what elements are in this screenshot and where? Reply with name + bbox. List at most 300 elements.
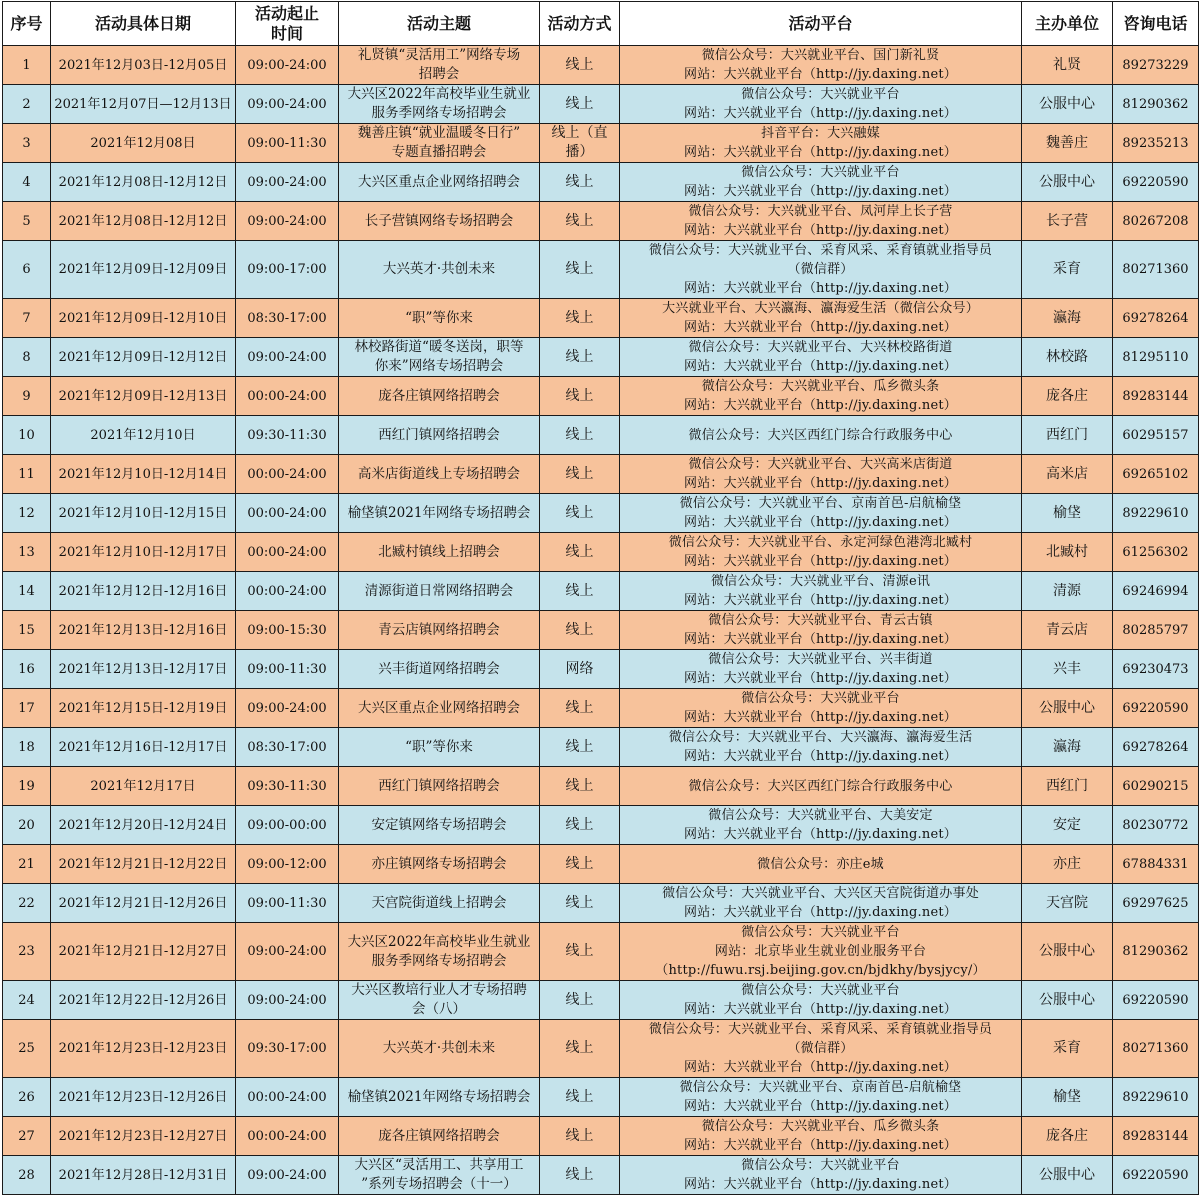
row-organizer-cell: 采育 bbox=[1022, 1020, 1113, 1078]
row-platform-line: 微信公众号：大兴就业平台、大兴高米店街道 bbox=[688, 457, 953, 472]
table-row bbox=[3, 241, 1199, 299]
row-topic-cell bbox=[339, 1020, 540, 1078]
row-date-cell: 2021年12月20日-12月24日 bbox=[51, 806, 236, 845]
row-phone-cell: 69220590 bbox=[1113, 163, 1199, 202]
row-platform-line: 微信公众号：大兴就业平台 bbox=[741, 87, 900, 102]
row-index-cell: 3 bbox=[3, 124, 51, 163]
row-mode-line: 线上 bbox=[565, 1088, 594, 1105]
row-mode-cell bbox=[540, 689, 620, 728]
header-phone: 咨询电话 bbox=[1113, 2, 1199, 46]
row-date-cell: 2021年12月09日-12月13日 bbox=[51, 377, 236, 416]
row-topic-cell bbox=[339, 533, 540, 572]
row-index-cell: 19 bbox=[3, 767, 51, 806]
row-time-cell: 09:30-17:00 bbox=[236, 1020, 339, 1078]
row-index-cell: 1 bbox=[3, 46, 51, 85]
row-platform-line: 网站：大兴就业平台（http://jy.daxing.net） bbox=[684, 223, 957, 238]
row-mode-line: 网络 bbox=[565, 660, 594, 677]
row-phone-cell: 69278264 bbox=[1113, 299, 1199, 338]
row-date-cell: 2021年12月09日-12月12日 bbox=[51, 338, 236, 377]
row-organizer-cell: 青云店 bbox=[1022, 611, 1113, 650]
row-index-cell: 6 bbox=[3, 241, 51, 299]
row-time-cell: 09:00-24:00 bbox=[236, 1156, 339, 1195]
row-platform-line: 微信公众号：大兴就业平台 bbox=[741, 691, 900, 706]
row-mode-line: 线上 bbox=[565, 173, 594, 190]
row-index-cell: 28 bbox=[3, 1156, 51, 1195]
row-platform-line: 微信公众号：大兴就业平台、青云古镇 bbox=[708, 613, 933, 628]
row-topic-line: 大兴区教培行业人才专场招聘 bbox=[351, 982, 527, 998]
table-row bbox=[3, 1020, 1199, 1078]
row-platform-cell bbox=[620, 124, 1022, 163]
row-organizer-cell: 西红门 bbox=[1022, 416, 1113, 455]
table-row bbox=[3, 455, 1199, 494]
row-mode-cell bbox=[540, 416, 620, 455]
table-row bbox=[3, 806, 1199, 845]
row-phone-cell: 80285797 bbox=[1113, 611, 1199, 650]
header-row bbox=[3, 2, 1199, 46]
row-mode-cell bbox=[540, 533, 620, 572]
row-topic-cell bbox=[339, 884, 540, 923]
row-topic-cell bbox=[339, 981, 540, 1020]
row-mode-cell bbox=[540, 494, 620, 533]
row-platform-line: 微信公众号：大兴就业平台、永定河绿色港湾北臧村 bbox=[668, 535, 973, 550]
row-time-cell: 08:30-17:00 bbox=[236, 299, 339, 338]
row-date-cell: 2021年12月16日-12月17日 bbox=[51, 728, 236, 767]
row-topic-line: 服务季网络专场招聘会 bbox=[371, 105, 507, 121]
row-platform-cell bbox=[620, 728, 1022, 767]
row-date-cell: 2021年12月12日-12月16日 bbox=[51, 572, 236, 611]
row-platform-cell bbox=[620, 494, 1022, 533]
row-phone-cell: 89273229 bbox=[1113, 46, 1199, 85]
row-index-cell: 13 bbox=[3, 533, 51, 572]
header-time: 活动起止 时间 bbox=[236, 2, 339, 46]
row-topic-line: 西红门镇网络招聘会 bbox=[378, 426, 500, 443]
row-organizer-cell: 榆垡 bbox=[1022, 494, 1113, 533]
row-time-cell: 09:00-24:00 bbox=[236, 689, 339, 728]
row-platform-line: （http://fuwu.rsj.beijing.gov.cn/bjdkhy/bysjycy/） bbox=[655, 963, 986, 978]
row-topic-cell bbox=[339, 1078, 540, 1117]
header-date: 活动具体日期 bbox=[51, 2, 236, 46]
table-row bbox=[3, 923, 1199, 981]
row-time-cell: 09:00-24:00 bbox=[236, 923, 339, 981]
row-time-cell: 09:00-11:30 bbox=[236, 650, 339, 689]
row-date-cell: 2021年12月21日-12月27日 bbox=[51, 923, 236, 981]
row-mode-line: 线上 bbox=[565, 1127, 594, 1144]
row-topic-cell bbox=[339, 728, 540, 767]
table-row bbox=[3, 611, 1199, 650]
row-mode-line: 线上 bbox=[565, 261, 594, 277]
row-time-cell: 00:00-24:00 bbox=[236, 455, 339, 494]
row-mode-cell bbox=[540, 884, 620, 923]
row-topic-line: 庞各庄镇网络招聘会 bbox=[378, 387, 500, 404]
row-date-cell: 2021年12月28日-12月31日 bbox=[51, 1156, 236, 1195]
row-platform-line: 微信公众号：大兴就业平台、采育风采、采育镇就业指导员 bbox=[648, 243, 993, 258]
row-topic-cell bbox=[339, 806, 540, 845]
row-phone-cell: 60295157 bbox=[1113, 416, 1199, 455]
row-organizer-cell: 安定 bbox=[1022, 806, 1113, 845]
row-phone-cell: 69220590 bbox=[1113, 981, 1199, 1020]
row-mode-cell bbox=[540, 845, 620, 884]
row-mode-line: 线上 bbox=[565, 816, 594, 833]
row-platform-cell bbox=[620, 767, 1022, 806]
row-platform-line: 网站：大兴就业平台（http://jy.daxing.net） bbox=[684, 1099, 957, 1114]
row-topic-cell bbox=[339, 923, 540, 981]
row-phone-cell: 69220590 bbox=[1113, 1156, 1199, 1195]
row-platform-line: 微信公众号：大兴就业平台、大美安定 bbox=[708, 808, 933, 823]
row-platform-cell bbox=[620, 377, 1022, 416]
row-topic-cell bbox=[339, 767, 540, 806]
row-mode-line: 线上（直 bbox=[551, 125, 608, 141]
table-body bbox=[3, 46, 1199, 1195]
row-organizer-cell: 榆垡 bbox=[1022, 1078, 1113, 1117]
row-time-cell: 00:00-24:00 bbox=[236, 377, 339, 416]
row-mode-cell bbox=[540, 455, 620, 494]
row-index-cell: 20 bbox=[3, 806, 51, 845]
row-phone-cell: 69297625 bbox=[1113, 884, 1199, 923]
row-platform-line: 网站：大兴就业平台（http://jy.daxing.net） bbox=[684, 476, 957, 491]
row-platform-cell bbox=[620, 572, 1022, 611]
row-time-cell: 09:00-24:00 bbox=[236, 85, 339, 124]
row-time-cell: 09:30-11:30 bbox=[236, 767, 339, 806]
row-time-cell: 00:00-24:00 bbox=[236, 494, 339, 533]
row-platform-line: 网站：大兴就业平台（http://jy.daxing.net） bbox=[684, 710, 957, 725]
row-time-cell: 09:00-00:00 bbox=[236, 806, 339, 845]
row-topic-line: 大兴区重点企业网络招聘会 bbox=[358, 699, 520, 716]
row-organizer-cell: 公服中心 bbox=[1022, 689, 1113, 728]
row-mode-cell bbox=[540, 377, 620, 416]
row-organizer-cell: 西红门 bbox=[1022, 767, 1113, 806]
row-topic-line: 青云店镇网络招聘会 bbox=[378, 621, 500, 638]
row-date-cell: 2021年12月15日-12月19日 bbox=[51, 689, 236, 728]
table-row bbox=[3, 85, 1199, 124]
row-time-cell: 09:00-11:30 bbox=[236, 884, 339, 923]
row-topic-line: 榆垡镇2021年网络专场招聘会 bbox=[347, 504, 531, 521]
row-platform-cell bbox=[620, 455, 1022, 494]
table-row bbox=[3, 728, 1199, 767]
row-phone-cell: 80230772 bbox=[1113, 806, 1199, 845]
row-topic-cell bbox=[339, 46, 540, 85]
row-date-cell: 2021年12月22日-12月26日 bbox=[51, 981, 236, 1020]
row-platform-line: 网站：大兴就业平台（http://jy.daxing.net） bbox=[684, 905, 957, 920]
row-platform-cell bbox=[620, 85, 1022, 124]
row-topic-line: ”系列专场招聘会（十一） bbox=[361, 1176, 517, 1192]
row-topic-line: 清源街道日常网络招聘会 bbox=[364, 582, 514, 599]
row-index-cell: 21 bbox=[3, 845, 51, 884]
row-time-cell: 09:00-15:30 bbox=[236, 611, 339, 650]
row-organizer-cell: 北臧村 bbox=[1022, 533, 1113, 572]
row-phone-cell: 80271360 bbox=[1113, 1020, 1199, 1078]
row-mode-cell bbox=[540, 241, 620, 299]
row-date-cell: 2021年12月10日-12月14日 bbox=[51, 455, 236, 494]
row-topic-line: 大兴英才·共创未来 bbox=[382, 261, 496, 277]
row-platform-cell bbox=[620, 845, 1022, 884]
row-organizer-cell: 庞各庄 bbox=[1022, 1117, 1113, 1156]
row-topic-line: “职”等你来 bbox=[405, 738, 473, 755]
row-topic-cell bbox=[339, 845, 540, 884]
row-phone-cell: 69265102 bbox=[1113, 455, 1199, 494]
row-date-cell: 2021年12月23日-12月23日 bbox=[51, 1020, 236, 1078]
row-platform-line: 网站：大兴就业平台（http://jy.daxing.net） bbox=[684, 749, 957, 764]
row-mode-line: 线上 bbox=[565, 465, 594, 482]
row-platform-line: 微信公众号：大兴就业平台、清源e讯 bbox=[710, 574, 931, 589]
row-platform-cell bbox=[620, 533, 1022, 572]
row-platform-line: 网站：大兴就业平台（http://jy.daxing.net） bbox=[684, 1138, 957, 1153]
row-index-cell: 18 bbox=[3, 728, 51, 767]
row-organizer-cell: 公服中心 bbox=[1022, 1156, 1113, 1195]
row-platform-cell bbox=[620, 806, 1022, 845]
row-mode-line: 线上 bbox=[565, 894, 594, 911]
row-topic-line: 西红门镇网络招聘会 bbox=[378, 777, 500, 794]
row-mode-cell bbox=[540, 1117, 620, 1156]
row-mode-line: 线上 bbox=[565, 855, 594, 872]
row-mode-cell bbox=[540, 767, 620, 806]
row-platform-line: 微信公众号：大兴就业平台、大兴林校路街道 bbox=[688, 340, 953, 355]
row-time-cell: 09:00-12:00 bbox=[236, 845, 339, 884]
table-row bbox=[3, 981, 1199, 1020]
row-topic-cell bbox=[339, 1117, 540, 1156]
table-row bbox=[3, 202, 1199, 241]
row-index-cell: 11 bbox=[3, 455, 51, 494]
row-index-cell: 17 bbox=[3, 689, 51, 728]
row-phone-cell: 80271360 bbox=[1113, 241, 1199, 299]
row-mode-cell bbox=[540, 202, 620, 241]
row-mode-line: 线上 bbox=[565, 95, 594, 112]
table-row bbox=[3, 124, 1199, 163]
row-topic-cell bbox=[339, 85, 540, 124]
row-mode-line: 线上 bbox=[565, 777, 594, 794]
row-mode-line: 播） bbox=[565, 144, 594, 160]
row-platform-line: 微信公众号：大兴就业平台、大兴瀛海、瀛海爱生活 bbox=[668, 730, 973, 745]
row-platform-line: （微信群） bbox=[787, 1041, 854, 1056]
row-platform-cell bbox=[620, 981, 1022, 1020]
row-index-cell: 24 bbox=[3, 981, 51, 1020]
row-time-cell: 09:00-24:00 bbox=[236, 46, 339, 85]
row-mode-line: 线上 bbox=[565, 621, 594, 638]
row-platform-line: 抖音平台：大兴融媒 bbox=[761, 126, 880, 141]
table-row bbox=[3, 1078, 1199, 1117]
row-platform-cell bbox=[620, 416, 1022, 455]
row-platform-line: 网站：大兴就业平台（http://jy.daxing.net） bbox=[684, 184, 957, 199]
row-platform-line: 网站：大兴就业平台（http://jy.daxing.net） bbox=[684, 359, 957, 374]
row-topic-line: 安定镇网络专场招聘会 bbox=[371, 816, 507, 833]
row-phone-cell: 60290215 bbox=[1113, 767, 1199, 806]
row-index-cell: 22 bbox=[3, 884, 51, 923]
row-phone-cell: 89229610 bbox=[1113, 494, 1199, 533]
row-platform-line: 微信公众号：大兴区西红门综合行政服务中心 bbox=[688, 427, 953, 443]
row-platform-cell bbox=[620, 689, 1022, 728]
row-phone-cell: 67884331 bbox=[1113, 845, 1199, 884]
row-organizer-cell: 高米店 bbox=[1022, 455, 1113, 494]
table-row bbox=[3, 650, 1199, 689]
row-mode-line: 线上 bbox=[565, 504, 594, 521]
header-organizer: 主办单位 bbox=[1022, 2, 1113, 46]
row-platform-line: 网站：大兴就业平台（http://jy.daxing.net） bbox=[684, 1002, 957, 1017]
row-index-cell: 27 bbox=[3, 1117, 51, 1156]
table-row bbox=[3, 377, 1199, 416]
table-row bbox=[3, 46, 1199, 85]
row-index-cell: 5 bbox=[3, 202, 51, 241]
row-date-cell: 2021年12月07日—12月13日 bbox=[51, 85, 236, 124]
row-index-cell: 9 bbox=[3, 377, 51, 416]
row-mode-cell bbox=[540, 338, 620, 377]
row-mode-line: 线上 bbox=[565, 1040, 594, 1056]
row-organizer-cell: 亦庄 bbox=[1022, 845, 1113, 884]
row-platform-line: 网站：大兴就业平台（http://jy.daxing.net） bbox=[684, 515, 957, 530]
row-date-cell: 2021年12月13日-12月16日 bbox=[51, 611, 236, 650]
row-platform-cell bbox=[620, 163, 1022, 202]
table-row bbox=[3, 884, 1199, 923]
row-platform-cell bbox=[620, 46, 1022, 85]
row-topic-line: 大兴英才·共创未来 bbox=[382, 1040, 496, 1056]
row-organizer-cell: 公服中心 bbox=[1022, 981, 1113, 1020]
row-platform-line: 网站：大兴就业平台（http://jy.daxing.net） bbox=[684, 145, 957, 160]
row-topic-line: 礼贤镇“灵活用工”网络专场 bbox=[357, 47, 521, 63]
row-mode-cell bbox=[540, 611, 620, 650]
row-organizer-cell: 瀛海 bbox=[1022, 728, 1113, 767]
row-organizer-cell: 公服中心 bbox=[1022, 85, 1113, 124]
row-index-cell: 12 bbox=[3, 494, 51, 533]
row-organizer-cell: 长子营 bbox=[1022, 202, 1113, 241]
row-date-cell: 2021年12月17日 bbox=[51, 767, 236, 806]
row-mode-line: 线上 bbox=[565, 1166, 594, 1183]
row-index-cell: 4 bbox=[3, 163, 51, 202]
row-mode-cell bbox=[540, 806, 620, 845]
row-platform-line: 网站：北京毕业生就业创业服务平台 bbox=[714, 944, 927, 959]
row-platform-cell bbox=[620, 1020, 1022, 1078]
row-phone-cell: 89229610 bbox=[1113, 1078, 1199, 1117]
row-topic-line: 魏善庄镇“就业温暖冬日行” bbox=[357, 125, 521, 141]
row-mode-cell bbox=[540, 1156, 620, 1195]
row-date-cell: 2021年12月09日-12月10日 bbox=[51, 299, 236, 338]
row-time-cell: 00:00-24:00 bbox=[236, 1078, 339, 1117]
row-topic-line: 专题直播招聘会 bbox=[391, 144, 487, 160]
row-topic-line: 大兴区2022年高校毕业生就业 bbox=[347, 86, 531, 102]
row-index-cell: 2 bbox=[3, 85, 51, 124]
row-platform-cell bbox=[620, 338, 1022, 377]
row-mode-cell bbox=[540, 1078, 620, 1117]
row-topic-cell bbox=[339, 689, 540, 728]
row-topic-line: 亦庄镇网络专场招聘会 bbox=[371, 855, 507, 872]
row-time-cell: 09:00-17:00 bbox=[236, 241, 339, 299]
row-topic-line: 大兴区2022年高校毕业生就业 bbox=[347, 933, 531, 950]
header-index: 序号 bbox=[3, 2, 51, 46]
row-mode-line: 线上 bbox=[565, 699, 594, 716]
row-platform-line: 微信公众号：大兴就业平台、京南首邑-启航榆垡 bbox=[679, 1080, 962, 1095]
row-topic-line: 高米店街道线上专场招聘会 bbox=[358, 465, 520, 482]
row-mode-line: 线上 bbox=[565, 543, 594, 560]
row-mode-line: 线上 bbox=[565, 582, 594, 599]
row-organizer-cell: 采育 bbox=[1022, 241, 1113, 299]
row-platform-line: 微信公众号：大兴就业平台 bbox=[741, 1158, 900, 1173]
row-platform-cell bbox=[620, 611, 1022, 650]
row-mode-cell bbox=[540, 650, 620, 689]
row-platform-line: 微信公众号：大兴就业平台 bbox=[741, 165, 900, 180]
row-time-cell: 00:00-24:00 bbox=[236, 533, 339, 572]
row-time-cell: 09:00-24:00 bbox=[236, 163, 339, 202]
table-row bbox=[3, 1117, 1199, 1156]
row-mode-cell bbox=[540, 124, 620, 163]
row-time-cell: 09:00-24:00 bbox=[236, 338, 339, 377]
header-topic: 活动主题 bbox=[339, 2, 540, 46]
row-topic-cell bbox=[339, 241, 540, 299]
row-index-cell: 8 bbox=[3, 338, 51, 377]
row-platform-line: 网站：大兴就业平台（http://jy.daxing.net） bbox=[684, 67, 957, 82]
row-date-cell: 2021年12月10日 bbox=[51, 416, 236, 455]
row-date-cell: 2021年12月03日-12月05日 bbox=[51, 46, 236, 85]
header-mode: 活动方式 bbox=[540, 2, 620, 46]
row-date-cell: 2021年12月09日-12月09日 bbox=[51, 241, 236, 299]
row-mode-line: 线上 bbox=[565, 56, 594, 73]
row-phone-cell: 81290362 bbox=[1113, 85, 1199, 124]
row-index-cell: 26 bbox=[3, 1078, 51, 1117]
row-date-cell: 2021年12月23日-12月27日 bbox=[51, 1117, 236, 1156]
row-platform-line: 网站：大兴就业平台（http://jy.daxing.net） bbox=[684, 671, 957, 686]
row-phone-cell: 69220590 bbox=[1113, 689, 1199, 728]
row-topic-cell bbox=[339, 611, 540, 650]
row-platform-line: 网站：大兴就业平台（http://jy.daxing.net） bbox=[684, 632, 957, 647]
row-organizer-cell: 瀛海 bbox=[1022, 299, 1113, 338]
row-platform-cell bbox=[620, 1117, 1022, 1156]
table-row bbox=[3, 1156, 1199, 1195]
row-index-cell: 14 bbox=[3, 572, 51, 611]
row-platform-line: 微信公众号：大兴就业平台、兴丰街道 bbox=[708, 652, 933, 667]
row-organizer-cell: 清源 bbox=[1022, 572, 1113, 611]
row-organizer-cell: 庞各庄 bbox=[1022, 377, 1113, 416]
row-platform-line: 微信公众号：大兴就业平台 bbox=[741, 925, 900, 940]
row-phone-cell: 89235213 bbox=[1113, 124, 1199, 163]
row-index-cell: 7 bbox=[3, 299, 51, 338]
row-organizer-cell: 天宫院 bbox=[1022, 884, 1113, 923]
row-date-cell: 2021年12月10日-12月17日 bbox=[51, 533, 236, 572]
row-topic-line: 庞各庄镇网络招聘会 bbox=[378, 1127, 500, 1144]
row-topic-cell bbox=[339, 455, 540, 494]
table-row bbox=[3, 299, 1199, 338]
row-topic-cell bbox=[339, 163, 540, 202]
row-platform-line: 网站：大兴就业平台（http://jy.daxing.net） bbox=[684, 398, 957, 413]
row-mode-line: 线上 bbox=[565, 212, 594, 229]
row-platform-line: 网站：大兴就业平台（http://jy.daxing.net） bbox=[684, 1060, 957, 1075]
row-platform-line: 微信公众号：大兴区西红门综合行政服务中心 bbox=[688, 778, 953, 794]
row-platform-cell bbox=[620, 299, 1022, 338]
row-platform-cell bbox=[620, 241, 1022, 299]
table-row bbox=[3, 767, 1199, 806]
row-mode-cell bbox=[540, 572, 620, 611]
row-date-cell: 2021年12月23日-12月26日 bbox=[51, 1078, 236, 1117]
row-topic-line: 长子营镇网络专场招聘会 bbox=[364, 212, 514, 229]
row-topic-line: 大兴区“灵活用工、共享用工 bbox=[354, 1157, 524, 1173]
row-platform-line: 网站：大兴就业平台（http://jy.daxing.net） bbox=[684, 106, 957, 121]
row-mode-cell bbox=[540, 1020, 620, 1078]
row-platform-line: 微信公众号：大兴就业平台、采育风采、采育镇就业指导员 bbox=[648, 1022, 993, 1037]
row-topic-cell bbox=[339, 1156, 540, 1195]
row-platform-cell bbox=[620, 650, 1022, 689]
row-time-cell: 09:00-24:00 bbox=[236, 981, 339, 1020]
row-topic-line: 林校路街道“暖冬送岗，职等 bbox=[354, 339, 524, 355]
row-platform-line: 网站：大兴就业平台（http://jy.daxing.net） bbox=[684, 320, 957, 335]
row-topic-line: 兴丰街道网络招聘会 bbox=[378, 660, 500, 677]
row-organizer-cell: 魏善庄 bbox=[1022, 124, 1113, 163]
row-platform-line: 微信公众号：大兴就业平台、瓜乡微头条 bbox=[701, 1119, 940, 1134]
row-platform-cell bbox=[620, 1078, 1022, 1117]
row-topic-line: 会（八） bbox=[412, 1001, 466, 1017]
table-row bbox=[3, 494, 1199, 533]
row-mode-line: 线上 bbox=[565, 387, 594, 404]
row-index-cell: 23 bbox=[3, 923, 51, 981]
row-topic-cell bbox=[339, 572, 540, 611]
row-platform-line: 微信公众号：大兴就业平台、凤河岸上长子营 bbox=[688, 204, 953, 219]
row-phone-cell: 69278264 bbox=[1113, 728, 1199, 767]
row-platform-line: 网站：大兴就业平台（http://jy.daxing.net） bbox=[684, 281, 957, 296]
row-phone-cell: 81290362 bbox=[1113, 923, 1199, 981]
